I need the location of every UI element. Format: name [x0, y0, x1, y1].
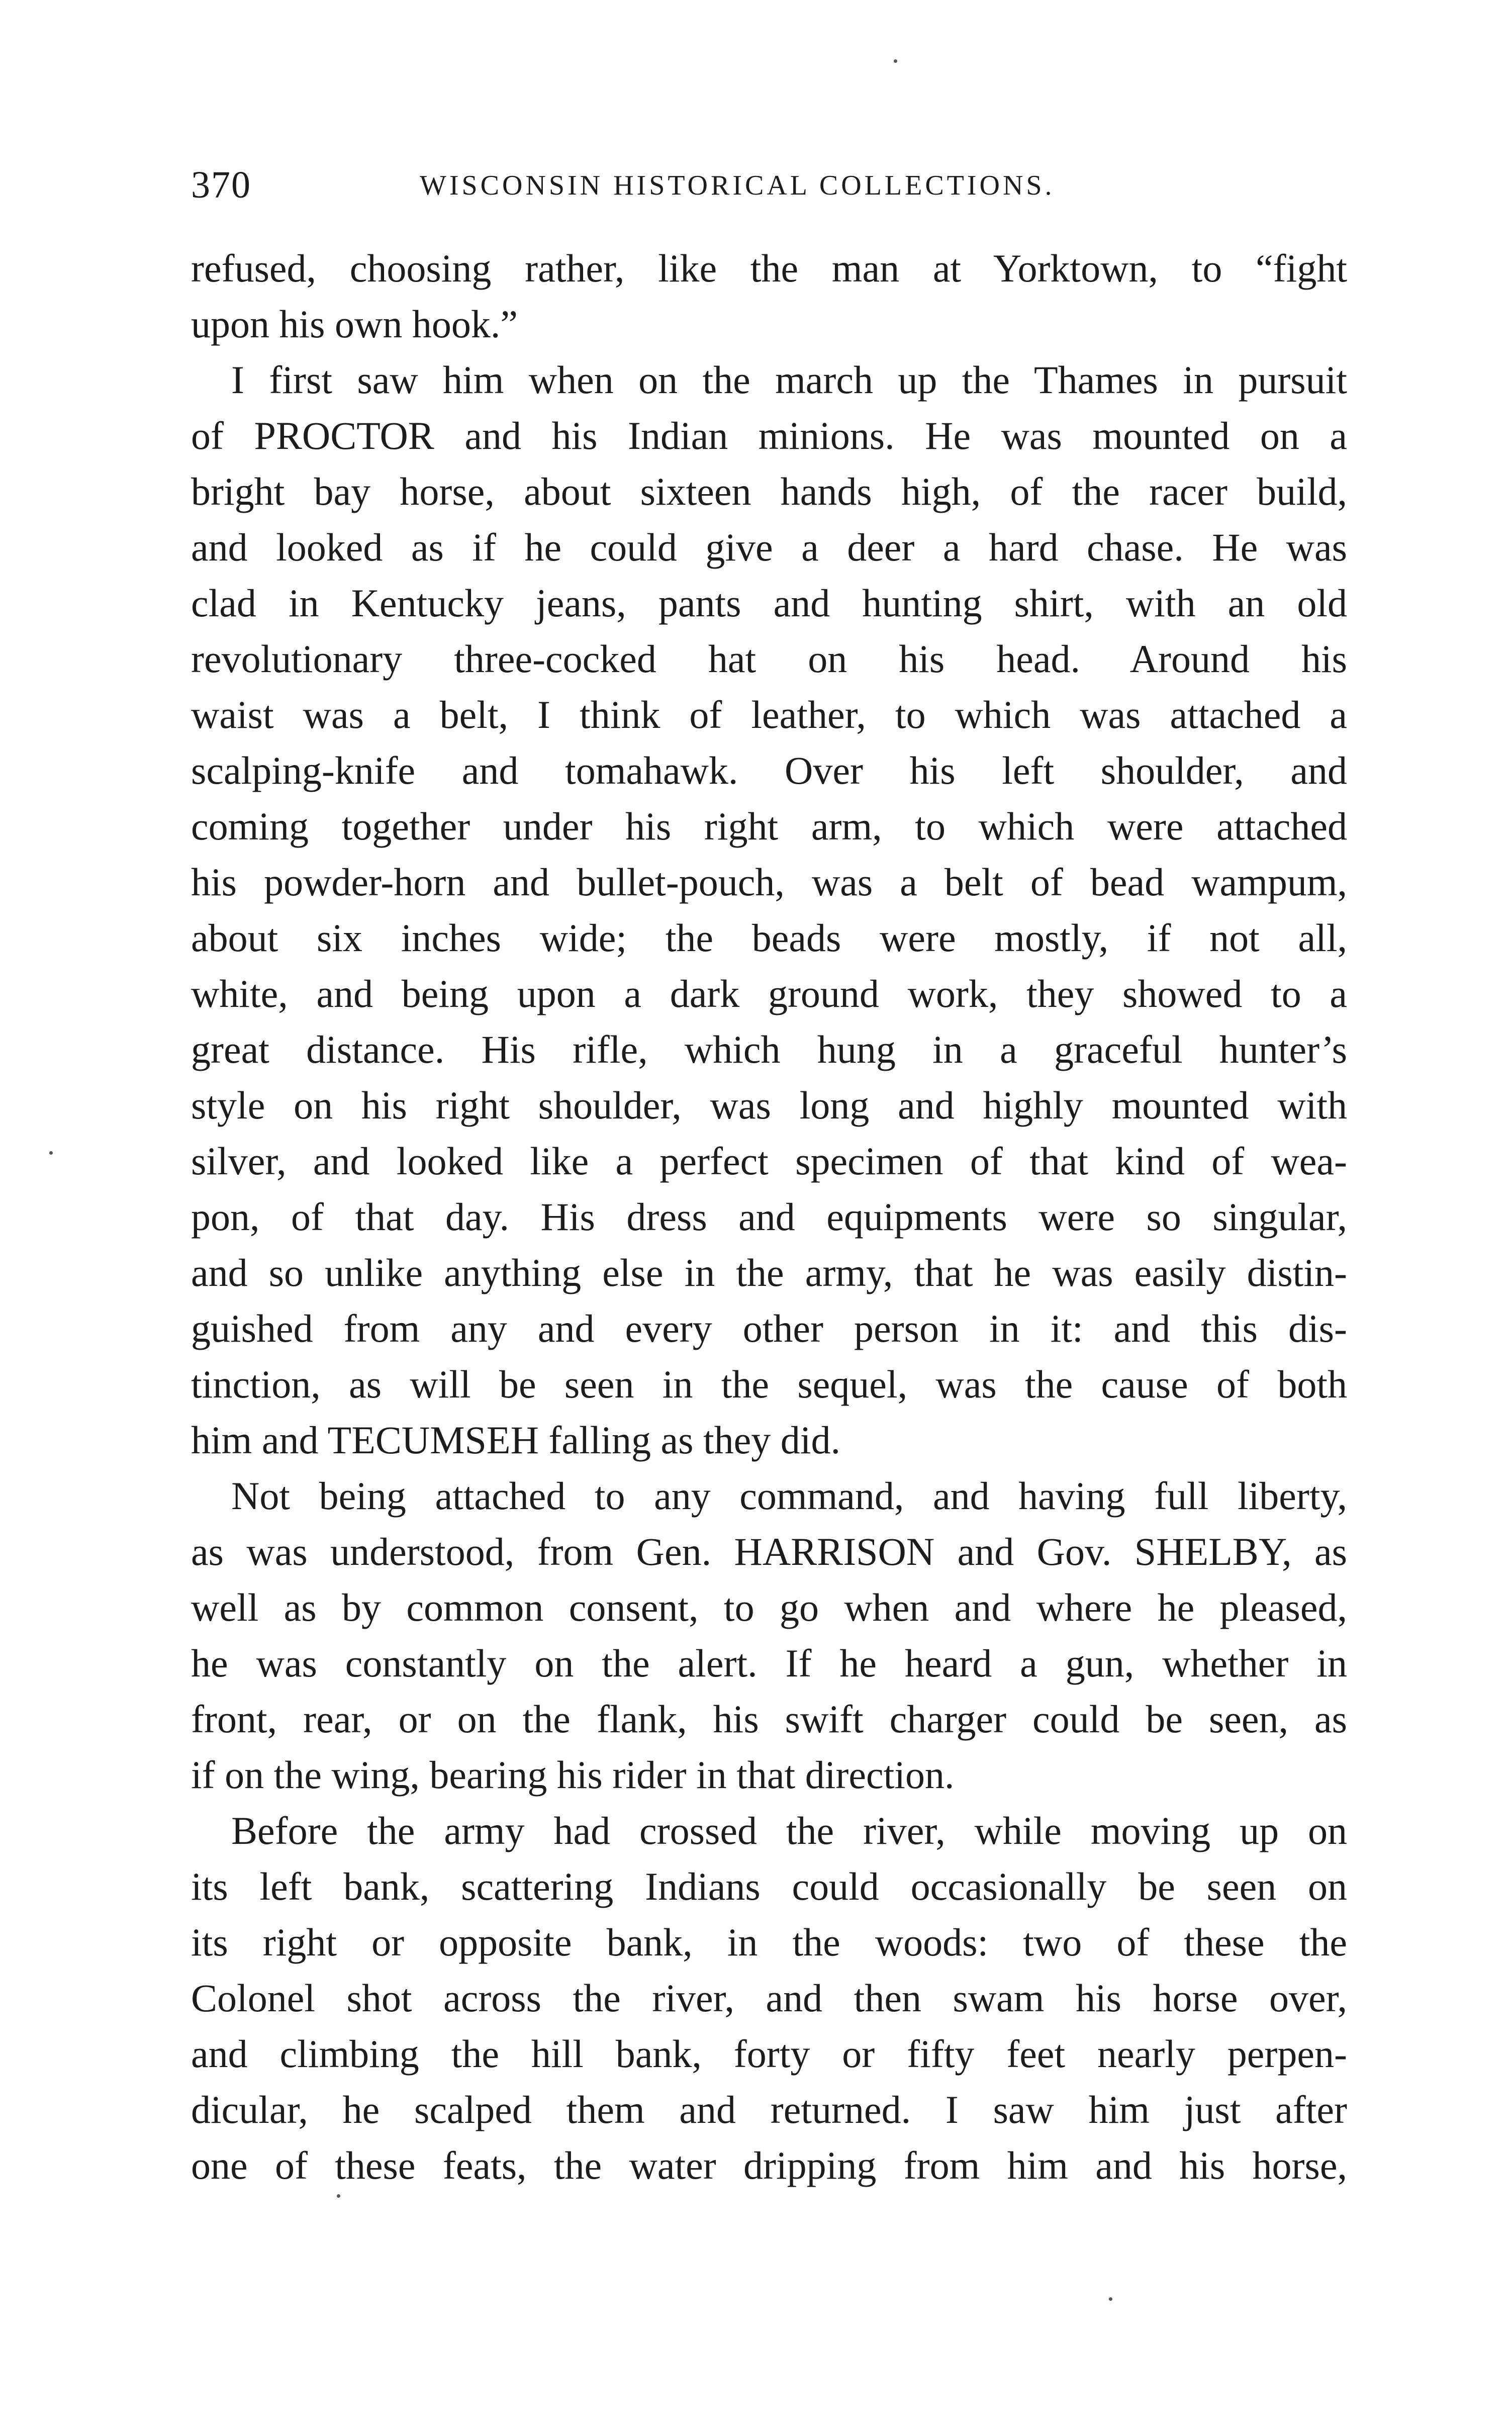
text-line: well as by common consent, to go when and where he pleased,	[191, 1585, 1347, 1629]
text-line: coming together under his right arm, to which were attached	[191, 804, 1347, 848]
text-line: tinction, as will be seen in the sequel, was the cause of both	[191, 1362, 1347, 1406]
text-line: his powder-horn and bullet-pouch, was a belt of bead wampum,	[191, 860, 1347, 904]
text-line: and looked as if he could give a deer a hard chase. He was	[191, 525, 1347, 569]
paragraph-first-line: I first saw him when on the march up the Thames in pursuit	[231, 358, 1347, 402]
text-line: its right or opposite bank, in the woods: two of these the	[191, 1920, 1347, 1964]
text-line: white, and being upon a dark ground work, they showed to a	[191, 972, 1347, 1015]
paper-speck	[1109, 2297, 1112, 2301]
text-line: and so unlike anything else in the army, that he was easily distin-	[191, 1251, 1347, 1294]
running-head: WISCONSIN HISTORICAL COLLECTIONS.	[420, 170, 1055, 201]
paper-speck	[894, 59, 897, 63]
text-line: as was understood, from Gen. HARRISON and Gov. SHELBY, as	[191, 1530, 1347, 1573]
text-line: scalping-knife and tomahawk. Over his left shoulder, and	[191, 749, 1347, 792]
paragraph-first-line: Before the army had crossed the river, while moving up on	[231, 1809, 1347, 1852]
text-line: its left bank, scattering Indians could occasionally be seen on	[191, 1864, 1347, 1908]
text-line: great distance. His rifle, which hung in a graceful hunter’s	[191, 1028, 1347, 1071]
text-line: if on the wing, bearing his rider in that direction.	[191, 1753, 955, 1797]
paper-speck	[337, 2194, 340, 2198]
text-line: he was constantly on the alert. If he heard a gun, whether in	[191, 1641, 1347, 1685]
text-line: of PROCTOR and his Indian minions. He was mounted on a	[191, 414, 1347, 457]
text-line: guished from any and every other person in it: and this dis-	[191, 1306, 1347, 1350]
text-line: one of these feats, the water dripping from him and his horse,	[191, 2143, 1347, 2187]
text-line: pon, of that day. His dress and equipments were so singular,	[191, 1195, 1347, 1239]
page-number: 370	[191, 164, 251, 206]
text-line: upon his own hook.”	[191, 302, 518, 346]
text-line: waist was a belt, I think of leather, to which was attached a	[191, 693, 1347, 736]
page-header	[191, 163, 1347, 219]
text-line: bright bay horse, about sixteen hands high, of the racer build,	[191, 470, 1347, 513]
paragraph-first-line: Not being attached to any command, and having full liberty,	[231, 1474, 1347, 1518]
text-line: front, rear, or on the flank, his swift charger could be seen, as	[191, 1697, 1347, 1741]
paper-speck	[49, 1151, 53, 1155]
text-line: refused, choosing rather, like the man at Yorktown, to “fight	[191, 246, 1347, 290]
text-line: him and TECUMSEH falling as they did.	[191, 1418, 840, 1462]
text-line: Colonel shot across the river, and then swam his horse over,	[191, 1976, 1347, 2020]
text-line: and climbing the hill bank, forty or fifty feet nearly perpen-	[191, 2032, 1347, 2076]
text-line: about six inches wide; the beads were mostly, if not all,	[191, 916, 1347, 960]
text-line: dicular, he scalped them and returned. I saw him just after	[191, 2088, 1347, 2131]
body-text	[191, 240, 1347, 2193]
text-line: revolutionary three-cocked hat on his head. Around his	[191, 637, 1347, 681]
text-line: silver, and looked like a perfect specimen of that kind of wea-	[191, 1139, 1347, 1183]
text-line: style on his right shoulder, was long and highly mounted with	[191, 1083, 1347, 1127]
text-line: clad in Kentucky jeans, pants and hunting shirt, with an old	[191, 581, 1347, 625]
